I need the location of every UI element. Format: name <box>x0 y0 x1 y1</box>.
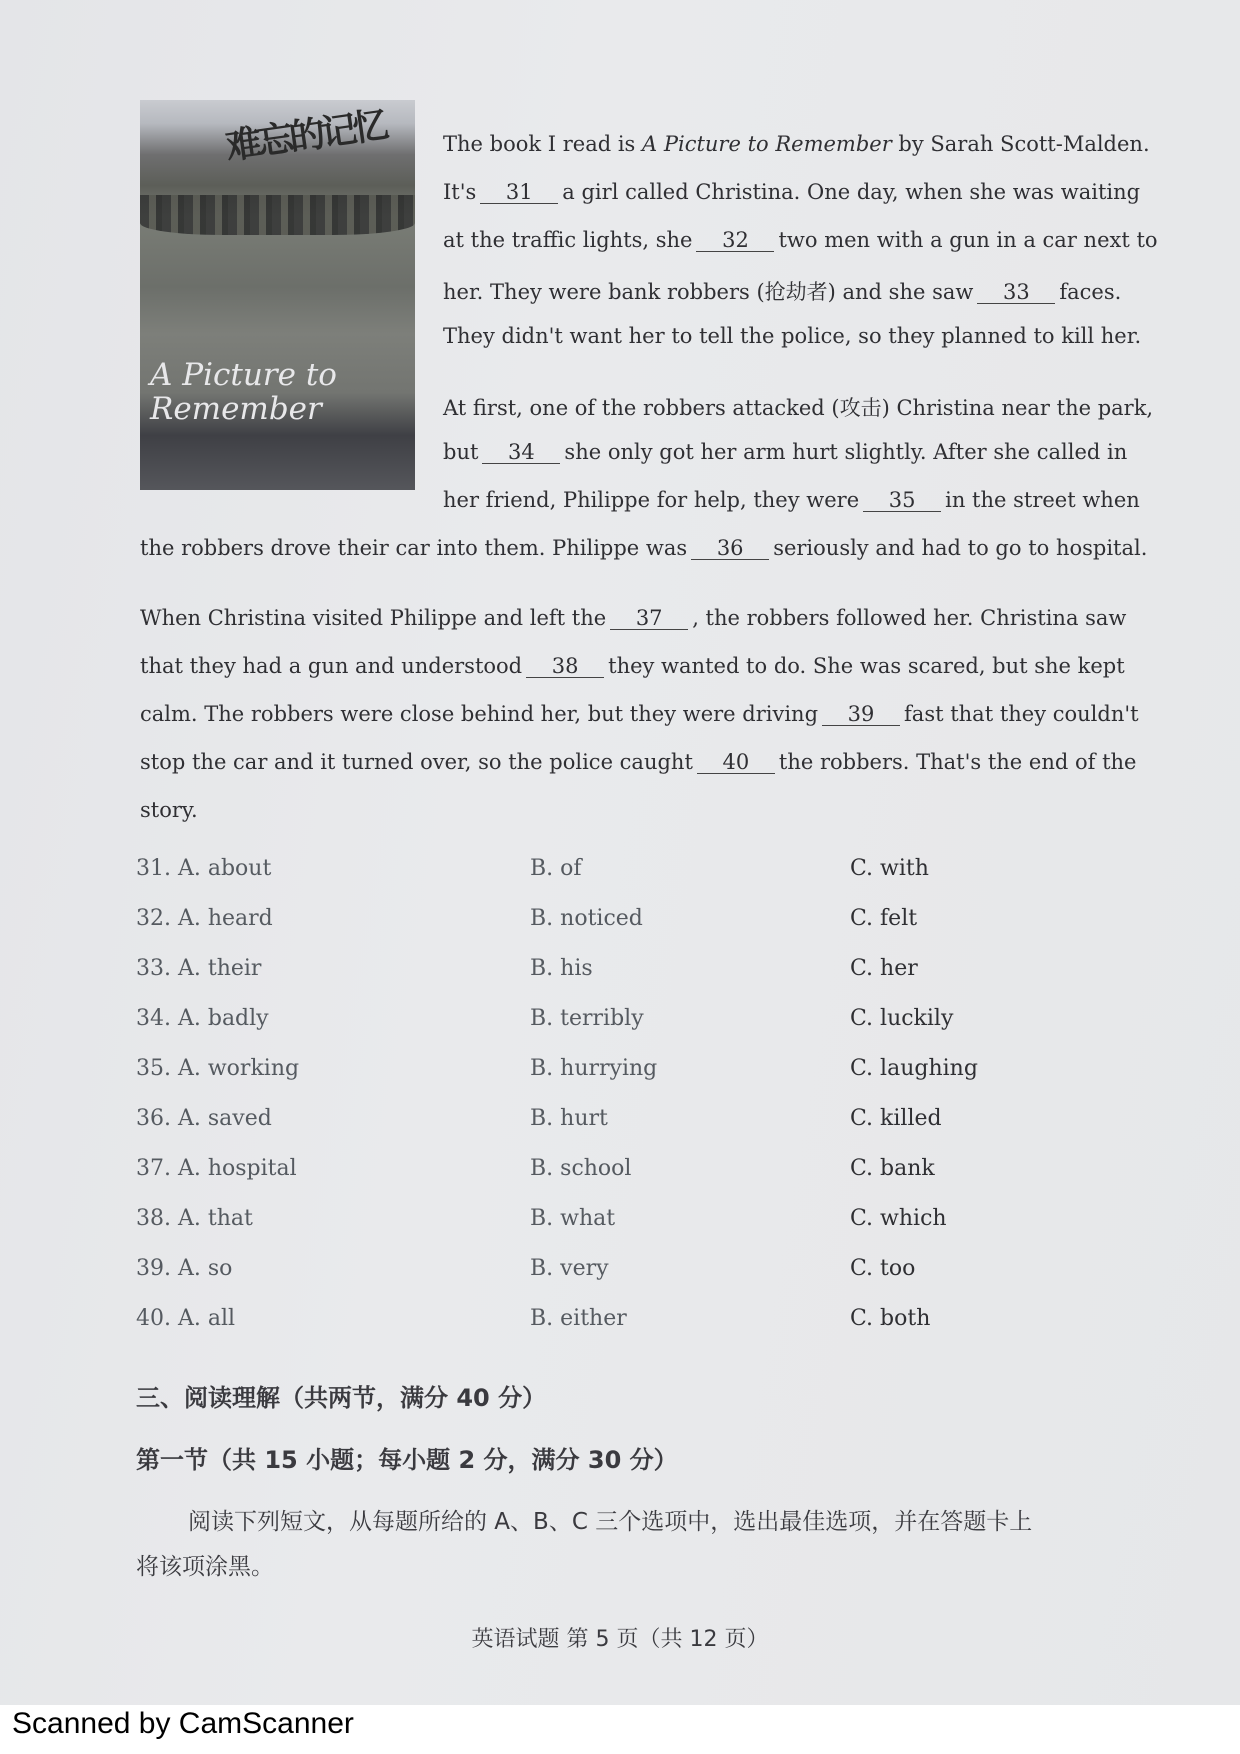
option-37-a: 37. A. hospital <box>136 1156 297 1181</box>
option-31-c: C. with <box>850 856 929 881</box>
passage-line: but 34 she only got her arm hurt slightly. After she called in <box>443 440 1128 464</box>
option-37-b: B. school <box>530 1156 632 1181</box>
option-31-a: 31. A. about <box>136 856 272 881</box>
blank-35: 35 <box>863 489 941 512</box>
passage-line: her. They were bank robbers (抢劫者) and she saw 33 faces. <box>443 280 1122 304</box>
option-39-c: C. too <box>850 1256 916 1281</box>
option-32-a: 32. A. heard <box>136 906 273 931</box>
option-36-c: C. killed <box>850 1106 942 1131</box>
option-34-c: C. luckily <box>850 1006 954 1031</box>
passage-line: her friend, Philippe for help, they were 35 in the street when <box>443 488 1140 512</box>
section-heading: 三、阅读理解（共两节，满分 40 分） <box>136 1384 547 1412</box>
camscanner-watermark: Scanned by CamScanner <box>12 1707 354 1740</box>
passage-line: that they had a gun and understood 38 they wanted to do. She was scared, but she kept <box>140 654 1125 678</box>
passage-line: story. <box>140 798 198 822</box>
option-40-b: B. either <box>530 1306 627 1331</box>
blank-34: 34 <box>482 441 560 464</box>
option-33-b: B. his <box>530 956 593 981</box>
option-38-b: B. what <box>530 1206 616 1231</box>
instruction-line-1: 阅读下列短文，从每题所给的 A、B、C 三个选项中，选出最佳选项，并在答题卡上 <box>188 1509 1033 1535</box>
option-32-b: B. noticed <box>530 906 643 931</box>
blank-40: 40 <box>697 751 775 774</box>
option-39-b: B. very <box>530 1256 609 1281</box>
passage-line: calm. The robbers were close behind her, but they were driving 39 fast that they couldn't <box>140 702 1139 726</box>
section-subheading: 第一节（共 15 小题；每小题 2 分，满分 30 分） <box>136 1446 678 1474</box>
book-cover-image <box>140 100 415 490</box>
cover-tree-line <box>140 195 415 235</box>
option-37-c: C. bank <box>850 1156 935 1181</box>
blank-37: 37 <box>610 607 688 630</box>
book-title: A Picture to Remember <box>642 132 892 156</box>
option-35-a: 35. A. working <box>136 1056 300 1081</box>
option-31-b: B. of <box>530 856 582 881</box>
blank-38: 38 <box>526 655 604 678</box>
option-36-a: 36. A. saved <box>136 1106 272 1131</box>
passage-line: The book I read is A Picture to Remember by Sarah Scott-Malden. <box>443 132 1150 156</box>
passage-line: At first, one of the robbers attacked (攻击) Christina near the park, <box>443 396 1154 420</box>
option-40-a: 40. A. all <box>136 1306 236 1331</box>
option-35-c: C. laughing <box>850 1056 978 1081</box>
blank-31: 31 <box>480 181 558 204</box>
option-36-b: B. hurt <box>530 1106 608 1131</box>
option-33-c: C. her <box>850 956 918 981</box>
cover-title: A Picture to Remember <box>150 357 337 427</box>
option-38-a: 38. A. that <box>136 1206 253 1231</box>
page-footer: 英语试题 第 5 页（共 12 页） <box>471 1627 769 1652</box>
option-32-c: C. felt <box>850 906 918 931</box>
passage-line: the robbers drove their car into them. Philippe was 36 seriously and had to go to hospital. <box>140 536 1148 560</box>
blank-36: 36 <box>691 537 769 560</box>
option-34-a: 34. A. badly <box>136 1006 269 1031</box>
option-35-b: B. hurrying <box>530 1056 658 1081</box>
option-40-c: C. both <box>850 1306 931 1331</box>
passage-line: They didn't want her to tell the police, so they planned to kill her. <box>443 324 1142 348</box>
passage-line: stop the car and it turned over, so the police caught 40 the robbers. That's the end of the <box>140 750 1137 774</box>
passage-line: at the traffic lights, she 32 two men with a gun in a car next to <box>443 228 1158 252</box>
blank-33: 33 <box>977 281 1055 304</box>
cover-calligraphy: 难忘的记忆 <box>223 104 388 168</box>
passage-line: It's 31 a girl called Christina. One day, when she was waiting <box>443 180 1141 204</box>
option-38-c: C. which <box>850 1206 947 1231</box>
blank-32: 32 <box>696 229 774 252</box>
blank-39: 39 <box>822 703 900 726</box>
instruction-line-2: 将该项涂黑。 <box>136 1554 274 1580</box>
option-33-a: 33. A. their <box>136 956 262 981</box>
passage-line: When Christina visited Philippe and left the 37 , the robbers followed her. Christina saw <box>140 606 1127 630</box>
option-39-a: 39. A. so <box>136 1256 233 1281</box>
option-34-b: B. terribly <box>530 1006 644 1031</box>
